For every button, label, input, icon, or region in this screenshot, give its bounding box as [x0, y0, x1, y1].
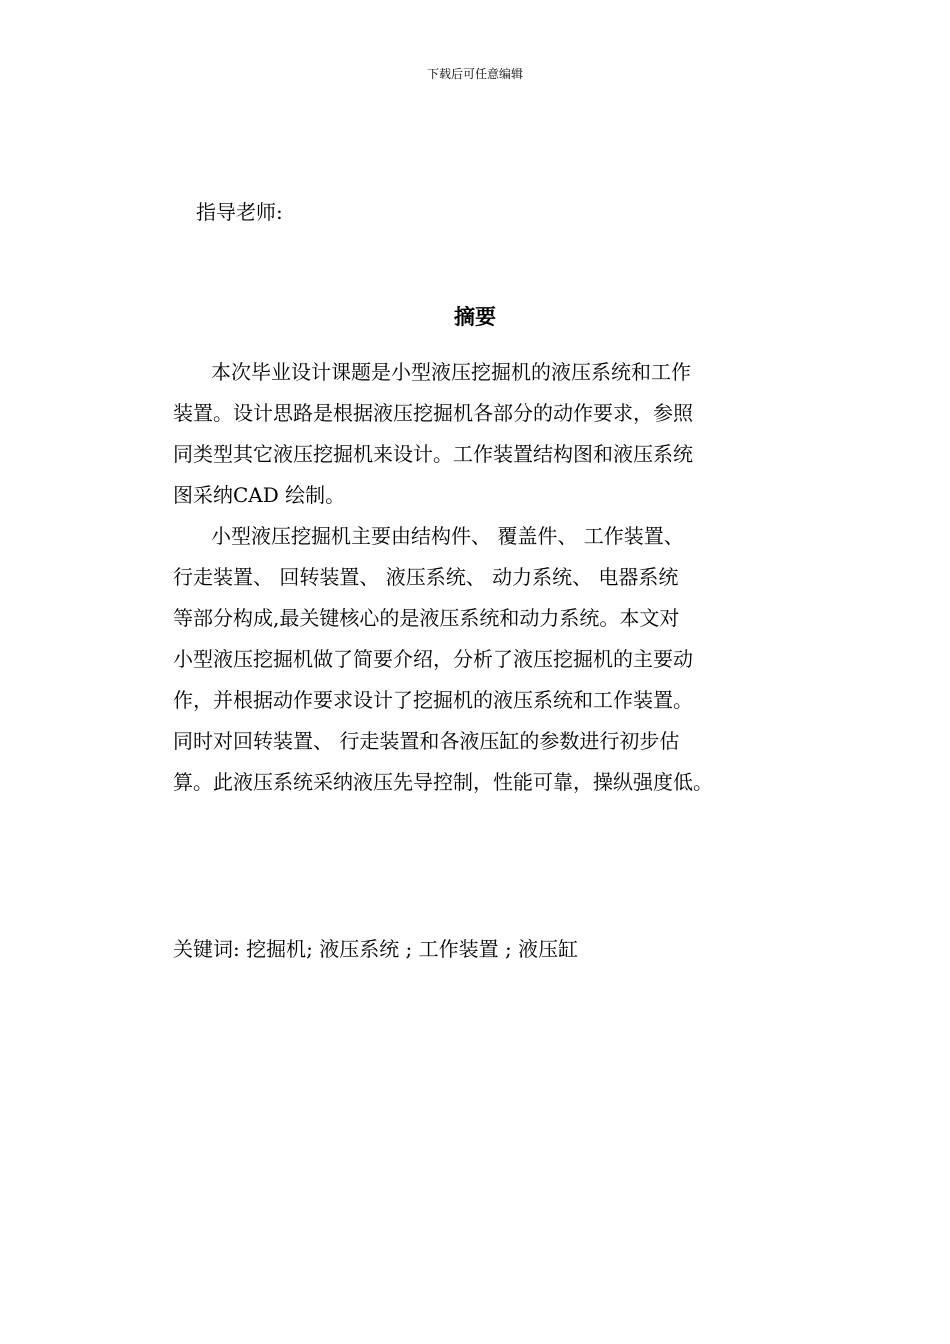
abstract-line: 图采纳CAD 绘制。: [173, 483, 346, 507]
abstract-line: 算。此液压系统采纳液压先导控制，性能可靠，操纵强度低。: [173, 770, 713, 794]
abstract-line: 小型液压挖掘机主要由结构件、 覆盖件、 工作装置、: [211, 524, 684, 548]
abstract-line: 同类型其它液压挖掘机来设计。工作装置结构图和液压系统: [173, 442, 693, 466]
abstract-line: 行走装置、 回转装置、 液压系统、 动力系统、 电器系统: [173, 565, 679, 589]
abstract-line: 本次毕业设计课题是小型液压挖掘机的液压系统和工作: [211, 360, 691, 384]
page-header-note: 下载后可任意编辑: [426, 67, 523, 81]
abstract-line: 同时对回转装置、 行走装置和各液压缸的参数进行初步估: [173, 729, 680, 753]
advisor-label: 指导老师:: [196, 200, 283, 224]
abstract-paragraph-1: [173, 352, 793, 516]
abstract-line: 等部分构成,最关键核心的是液压系统和动力系统。本文对: [173, 606, 680, 630]
abstract-paragraph-2: [173, 516, 793, 803]
abstract-line: 装置。设计思路是根据液压挖掘机各部分的动作要求，参照: [173, 401, 693, 425]
abstract-line: 作，并根据动作要求设计了挖掘机的液压系统和工作装置。: [173, 688, 693, 712]
abstract-body: [173, 352, 793, 803]
abstract-line: 小型液压挖掘机做了简要介绍，分析了液压挖掘机的主要动: [173, 647, 693, 671]
abstract-title: 摘要: [454, 304, 496, 329]
keywords-line: 关键词: 挖掘机; 液压系统 ; 工作装置 ; 液压缸: [173, 937, 579, 961]
